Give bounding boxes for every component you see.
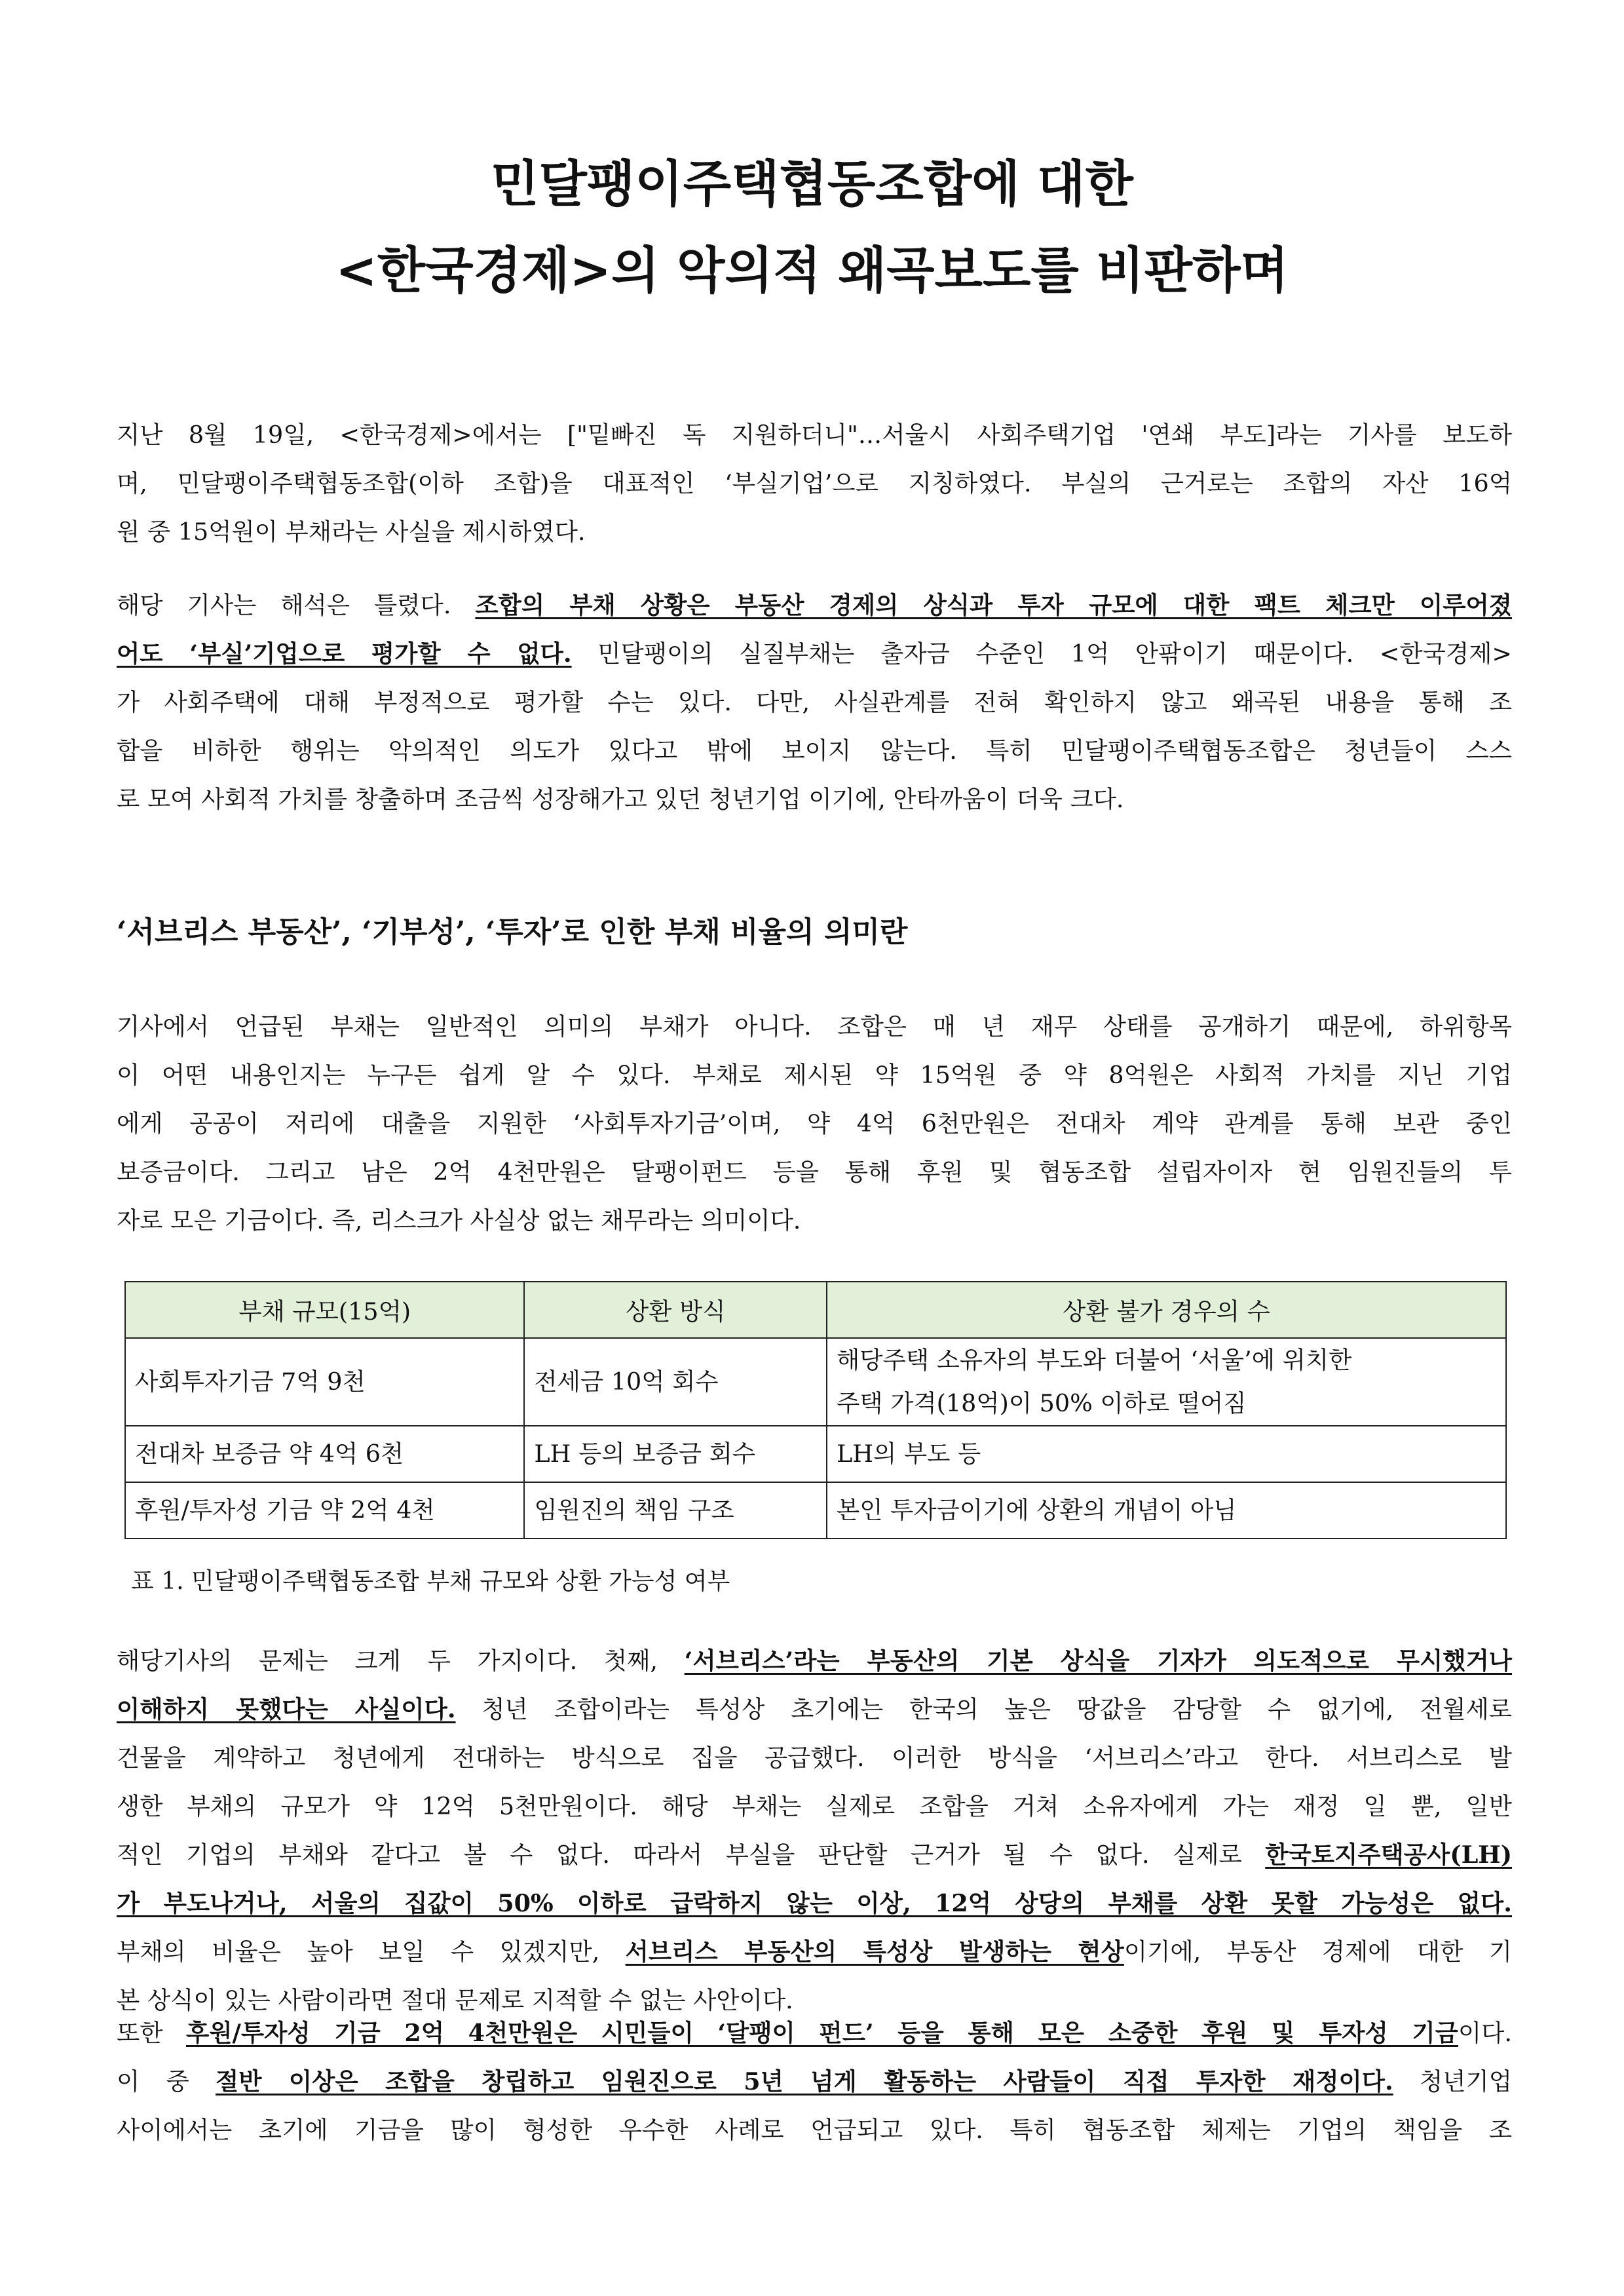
text-line: 자로 모은 기금이다. 즉, 리스크가 사실상 없는 채무라는 의미이다. — [117, 1206, 801, 1234]
cell-line: 해당주택 소유자의 부도와 더불어 ‘서울’에 위치한 — [836, 1346, 1352, 1374]
text-line: 지난 8월 19일, <한국경제>에서는 ["밑빠진 독 지원하더니"…서울시 사회주택기업 '연쇄 부도]라는 기사를 보도하 — [117, 421, 1512, 449]
text-line — [117, 581, 1512, 630]
table-cell: 전세금 10억 회수 — [524, 1338, 827, 1426]
text-line — [117, 630, 1512, 678]
section-heading: ‘서브리스 부동산’, ‘기부성’, ‘투자’로 인한 부채 비율의 의미란 — [117, 915, 908, 949]
table-cell: LH 등의 보증금 회수 — [524, 1426, 827, 1482]
text-line — [117, 2009, 1512, 2057]
emphasis-text: 어도 ‘부실’기업으로 평가할 수 없다. — [117, 640, 572, 668]
text-run: 해당기사의 문제는 크게 두 가지이다. 첫째, — [117, 1647, 685, 1675]
text-line: 본 상식이 있는 사람이라면 절대 문제로 지적할 수 없는 사안이다. — [117, 1986, 793, 2014]
text-run: 이다. — [1458, 2019, 1512, 2047]
text-line: 사이에서는 초기에 기금을 많이 형성한 우수한 사례로 언급되고 있다. 특히 협동조합 체제는 기업의 책임을 조 — [117, 2116, 1512, 2144]
table-row — [125, 1482, 1506, 1539]
paragraph-funds — [117, 2009, 1512, 2154]
text-run: 이기에, 부동산 경제에 대한 기 — [1124, 1938, 1513, 1966]
table-cell: 임원진의 책임 구조 — [524, 1482, 827, 1539]
document-title-line-2: <한국경제>의 악의적 왜곡보도를 비판하며 — [335, 241, 1289, 299]
text-run: 또한 — [117, 2019, 187, 2047]
document-title-line-1: 민달팽이주택협동조합에 대한 — [491, 155, 1133, 213]
text-run: 적인 기업의 부채와 같다고 볼 수 없다. 따라서 부실을 판단할 근거가 될 수 없다. 실제로 — [117, 1841, 1266, 1869]
table-header-cell: 상환 불가 경우의 수 — [827, 1282, 1506, 1338]
text-run: 부채의 비율은 높아 보일 수 있겠지만, — [117, 1938, 626, 1966]
text-line — [117, 1831, 1512, 1879]
table-cell — [827, 1338, 1506, 1426]
text-run: 해당 기사는 해석은 틀렸다. — [117, 591, 476, 619]
table-row — [125, 1426, 1506, 1482]
table-cell: 후원/투자성 기금 약 2억 4천 — [125, 1482, 524, 1539]
text-run: 청년기업 — [1393, 2067, 1512, 2095]
table-cell: 전대차 보증금 약 4억 6천 — [125, 1426, 524, 1482]
emphasis-text: ‘서브리스’라는 부동산의 기본 상식을 기자가 의도적으로 무시했거나 — [684, 1647, 1512, 1675]
emphasis-text: 절반 이상은 조합을 창립하고 임원진으로 5년 넘게 활동하는 사람들이 직접 투자한 재정이다. — [216, 2067, 1393, 2095]
text-line — [117, 1637, 1512, 1685]
text-line — [117, 1685, 1512, 1734]
text-run: 이 중 — [117, 2067, 216, 2095]
text-line: 로 모여 사회적 가치를 창출하며 조금씩 성장해가고 있던 청년기업 이기에, 안타까움이 더욱 크다. — [117, 785, 1124, 813]
emphasis-text: 조합의 부채 상황은 부동산 경제의 상식과 투자 규모에 대한 팩트 체크만 이루어졌 — [475, 591, 1512, 619]
paragraph-problem-one — [117, 1637, 1512, 2025]
text-line — [117, 1879, 1512, 1928]
table-cell: 본인 투자금이기에 상환의 개념이 아님 — [827, 1482, 1506, 1539]
cell-line: 주택 가격(18억)이 50% 이하로 떨어짐 — [836, 1389, 1247, 1417]
text-line: 생한 부채의 규모가 약 12억 5천만원이다. 해당 부채는 실제로 조합을 거쳐 소유자에게 가는 재정 일 뿐, 일반 — [117, 1792, 1512, 1820]
table-header-cell: 부채 규모(15억) — [125, 1282, 524, 1338]
emphasis-text: 서브리스 부동산의 특성상 발생하는 현상 — [625, 1938, 1124, 1966]
text-line: 가 사회주택에 대해 부정적으로 평가할 수는 있다. 다만, 사실관계를 전혀 확인하지 않고 왜곡된 내용을 통해 조 — [117, 688, 1512, 716]
text-line: 며, 민달팽이주택협동조합(이하 조합)을 대표적인 ‘부실기업’으로 지칭하였다. 부실의 근거로는 조합의 자산 16억 — [117, 469, 1512, 497]
text-line: 기사에서 언급된 부채는 일반적인 의미의 부채가 아니다. 조합은 매 년 재무 상태를 공개하기 때문에, 하위항목 — [117, 1012, 1512, 1041]
paragraph-intro — [117, 411, 1512, 556]
text-line: 합을 비하한 행위는 악의적인 의도가 있다고 밖에 보이지 않는다. 특히 민달팽이주택협동조합은 청년들이 스스 — [117, 737, 1512, 765]
table-cell: LH의 부도 등 — [827, 1426, 1506, 1482]
paragraph-rebuttal — [117, 581, 1512, 824]
table-cell: 사회투자기금 7억 9천 — [125, 1338, 524, 1426]
paragraph-debt-explanation — [117, 1003, 1512, 1245]
table-header-cell: 상환 방식 — [524, 1282, 827, 1338]
emphasis-text: 후원/투자성 기금 2억 4천만원은 시민들이 ‘달팽이 펀드’ 등을 통해 모은 소중한 후원 및 투자성 기금 — [186, 2019, 1458, 2047]
table-row — [125, 1338, 1506, 1426]
text-line: 원 중 15억원이 부채라는 사실을 제시하였다. — [117, 518, 586, 546]
table-caption: 표 1. 민달팽이주택협동조합 부채 규모와 상환 가능성 여부 — [131, 1568, 730, 1595]
text-run: 청년 조합이라는 특성상 초기에는 한국의 높은 땅값을 감당할 수 없기에, 전월세로 — [455, 1695, 1512, 1723]
text-line: 이 어떤 내용인지는 누구든 쉽게 알 수 있다. 부채로 제시된 약 15억원 중 약 8억원은 사회적 가치를 지닌 기업 — [117, 1061, 1512, 1089]
text-line — [117, 1928, 1512, 1976]
debt-table — [124, 1281, 1507, 1539]
text-line: 에게 공공이 저리에 대출을 지원한 ‘사회투자기금’이며, 약 4억 6천만원은 전대차 계약 관계를 통해 보관 중인 — [117, 1109, 1512, 1138]
emphasis-text: 이해하지 못했다는 사실이다. — [117, 1695, 456, 1723]
table-header-row — [125, 1282, 1506, 1338]
text-line — [117, 2057, 1512, 2106]
emphasis-text: 가 부도나거나, 서울의 집값이 50% 이하로 급락하지 않는 이상, 12억 상당의 부채를 상환 못할 가능성은 없다. — [117, 1889, 1512, 1917]
text-line: 보증금이다. 그리고 남은 2억 4천만원은 달팽이펀드 등을 통해 후원 및 협동조합 설립자이자 현 임원진들의 투 — [117, 1158, 1512, 1186]
emphasis-text: 한국토지주택공사(LH) — [1265, 1841, 1512, 1869]
text-run: 민달팽이의 실질부채는 출자금 수준인 1억 안팎이기 때문이다. <한국경제> — [571, 640, 1512, 668]
text-line: 건물을 계약하고 청년에게 전대하는 방식으로 집을 공급했다. 이러한 방식을 ‘서브리스’라고 한다. 서브리스로 발 — [117, 1744, 1512, 1772]
